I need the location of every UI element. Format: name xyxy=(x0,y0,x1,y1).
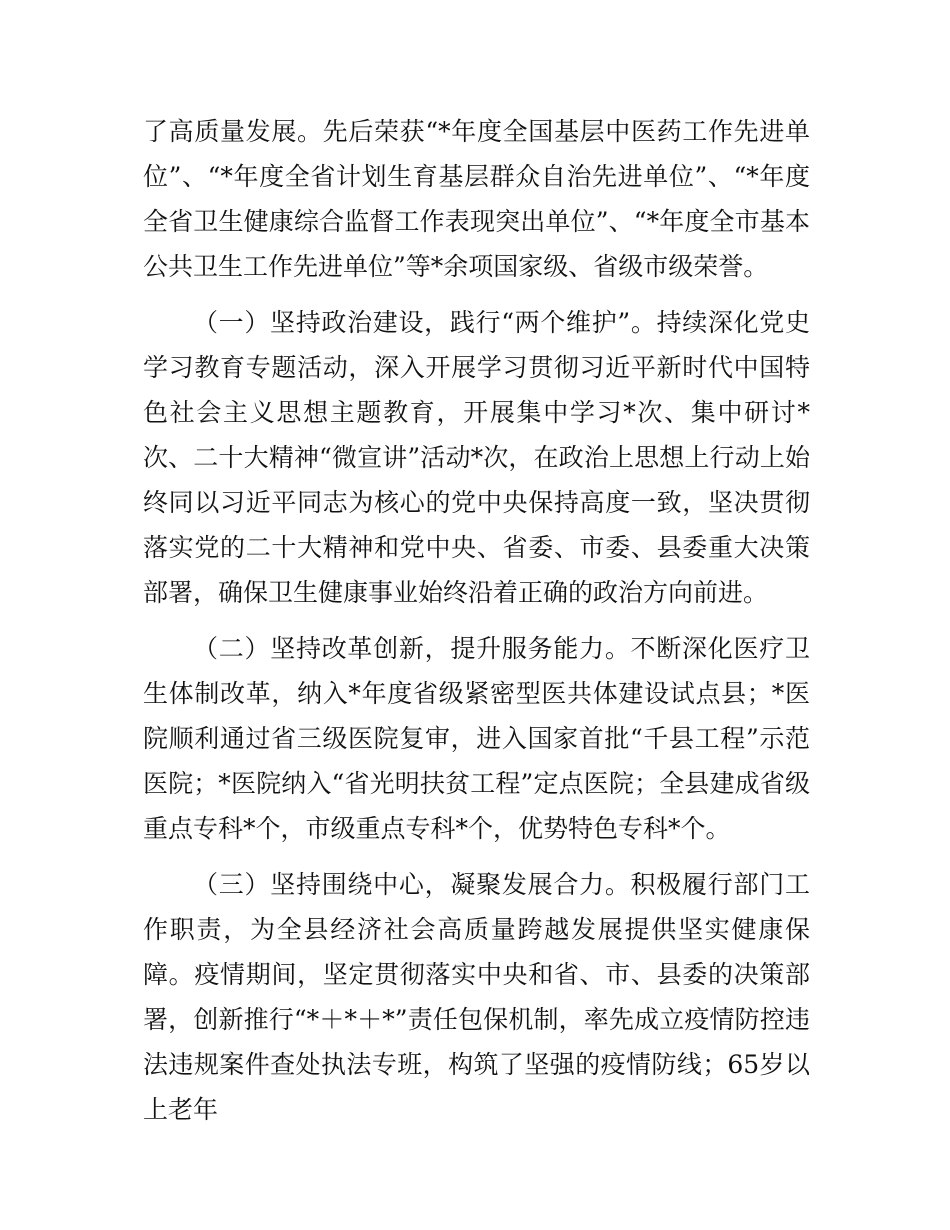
paragraph-reform-innovation: （二）坚持改革创新，提升服务能力。不断深化医疗卫生体制改革，纳入*年度省级紧密型医共体建设试点县；*医院顺利通过省三级医院复审，进入国家首批“千县工程”示范医院；*医院纳入“省光明扶贫工程”定点医院；全县建成省级重点专科*个，市级重点专科*个，优势特色专科*个。 xyxy=(143,634,810,843)
document-body xyxy=(143,109,810,1143)
paragraph-intro-continued: 了高质量发展。先后荣获“*年度全国基层中医药工作先进单位”、“*年度全省计划生育基层群众自治先进单位”、“*年度全省卫生健康综合监督工作表现突出单位”、“*年度全市基本公共卫生工作先进单位”等*余项国家级、省级市级荣誉。 xyxy=(143,117,810,281)
paragraph-political-building: （一）坚持政治建设，践行“两个维护”。持续深化党史学习教育专题活动，深入开展学习贯彻习近平新时代中国特色社会主义思想主题教育，开展集中学习*次、集中研讨*次、二十大精神“微宣讲”活动*次，在政治上思想上行动上始终同以习近平同志为核心的党中央保持高度一致，坚决贯彻落实党的二十大精神和党中央、省委、市委、县委重大决策部署，确保卫生健康事业始终沿着正确的政治方向前进。 xyxy=(143,308,810,607)
paragraph-focus-center: （三）坚持围绕中心，凝聚发展合力。积极履行部门工作职责，为全县经济社会高质量跨越发展提供坚实健康保障。疫情期间，坚定贯彻落实中央和省、市、县委的决策部署，创新推行“*＋*＋*”责任包保机制，率先成立疫情防控违法违规案件查处执法专班，构筑了坚强的疫情防线；65岁以上老年 xyxy=(143,870,810,1124)
